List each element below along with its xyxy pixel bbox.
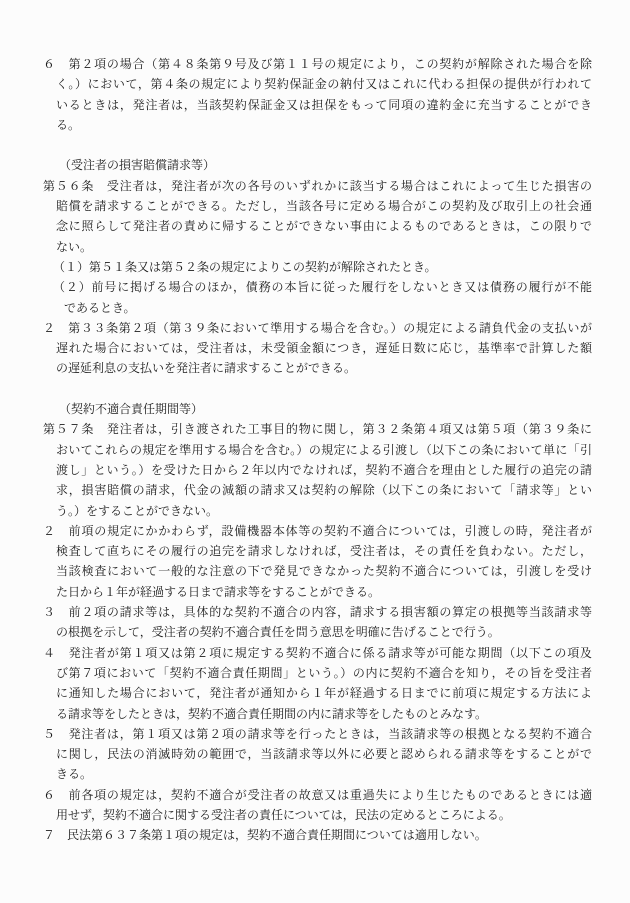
- paragraph-line: の根拠を示して，受注者の契約不適合責任を問う意思を明確に告げることで行う。: [56, 625, 500, 640]
- paragraph-line: 当該検査において一般的な注意の下で発見できなかった契約不適合については，引渡しを受け: [56, 564, 592, 579]
- paragraph-line: きる。: [56, 767, 93, 782]
- paragraph-line: ３ 前２項の請求等は，具体的な契約不適合の内容，請求する損害額の算定の根拠等当該請求等: [43, 605, 592, 620]
- item-line: （２）前号に掲げる場合のほか，債務の本旨に従った履行をしないとき又は債務の履行が不能: [53, 280, 592, 295]
- paragraph-line: た日から１年が経過する日まで請求等をすることができる。: [56, 584, 381, 599]
- paragraph-line: ４ 発注者が第１項又は第２項に規定する契約不適合に係る請求等が可能な期間（以下この項及: [43, 645, 592, 660]
- paragraph-line: ６ 第２項の場合（第４８条第９号及び第１１号の規定により，この契約が解除された場合を除: [43, 57, 592, 71]
- paragraph-line: る請求等をしたときは，契約不適合責任期間の内に請求等をしたものとみなす。: [56, 706, 488, 721]
- section-heading: （契約不適合責任期間等）: [59, 402, 204, 417]
- paragraph-line: 第５６条 受注者は，発注者が次の各号のいずれかに該当する場合はこれによって生じた損害の: [43, 178, 592, 193]
- paragraph-line: に関し，民法の消滅時効の範囲で，当該請求等以外に必要と認められる請求等をすることがで: [56, 747, 592, 762]
- section-heading: （受注者の損害賠償請求等）: [59, 158, 216, 173]
- paragraph-line: ２ 第３３条第２項（第３９条において準用する場合を含む。）の規定による請負代金の支払いが: [43, 320, 592, 335]
- paragraph-line: ７ 民法第６３７条第１項の規定は，契約不適合責任期間については適用しない。: [43, 828, 487, 843]
- paragraph-line: ２ 前項の規定にかかわらず，設備機器本体等の契約不適合については，引渡しの時，発注者が: [43, 523, 592, 538]
- paragraph-line: いるときは，発注者は，当該契約保証金又は担保をもって同項の違約金に充当することができ: [56, 97, 592, 112]
- contract-text-block: [43, 54, 592, 846]
- paragraph-line: ５ 発注者は，第１項又は第２項の請求等を行ったときは，当該請求等の根拠となる契約不適合: [43, 726, 592, 741]
- paragraph-line: 用せず，契約不適合に関する受注者の責任については，民法の定めるところによる。: [56, 807, 511, 822]
- blank-line: [43, 135, 592, 155]
- paragraph-line: ない。: [56, 239, 93, 254]
- paragraph-line: 第５７条 発注者は，引き渡された工事目的物に関し，第３２条第４項又は第５項（第３９条に: [43, 422, 592, 437]
- paragraph-line: く。）において，第４条の規定により契約保証金の納付又はこれに代わる担保の提供が行われて: [56, 77, 592, 92]
- paragraph-line: 遅れた場合においては，受注者は，未受領金額につき，遅延日数に応じ，基準率で計算した額: [56, 341, 592, 356]
- paragraph-line: 念に照らして発注者の責めに帰することができない事由によるものであるときは，この限りで: [56, 219, 592, 234]
- paragraph-line: 渡し」という。）を受けた日から２年以内でなければ，契約不適合を理由とした履行の追完の請: [56, 462, 592, 477]
- item-line: （１）第５１条又は第５２条の規定によりこの契約が解除されたとき。: [53, 259, 437, 274]
- paragraph-line: 賠償を請求することができる。ただし，当該各号に定める場合がこの契約及び取引上の社会通: [56, 199, 592, 214]
- paragraph-line: び第７項において「契約不適合責任期間」という。）の内に契約不適合を知り，その旨を受注者: [56, 665, 592, 680]
- paragraph-line: おいてこれらの規定を準用する場合を含む。）の規定による引渡し（以下この条において単に「引: [56, 442, 592, 457]
- paragraph-line: の遅延利息の支払いを発注者に請求することができる。: [56, 361, 357, 376]
- item-line: であるとき。: [64, 300, 136, 315]
- paragraph-line: る。: [56, 117, 81, 132]
- paragraph-line: う。）をすることができない。: [56, 503, 219, 518]
- blank-line: [43, 379, 592, 399]
- paragraph-line: 検査して直ちにその履行の追完を請求しなければ，受注者は，その責任を負わない。ただし，: [56, 544, 592, 559]
- paragraph-line: に通知した場合において，発注者が通知から１年が経過する日までに前項に規定する方法によ: [56, 686, 592, 701]
- paragraph-line: 求，損害賠償の請求，代金の減額の請求又は契約の解除（以下この条において「請求等」とい: [56, 483, 592, 498]
- paragraph-line: ６ 前各項の規定は，契約不適合が受注者の故意又は重過失により生じたものであるときには適: [43, 787, 592, 802]
